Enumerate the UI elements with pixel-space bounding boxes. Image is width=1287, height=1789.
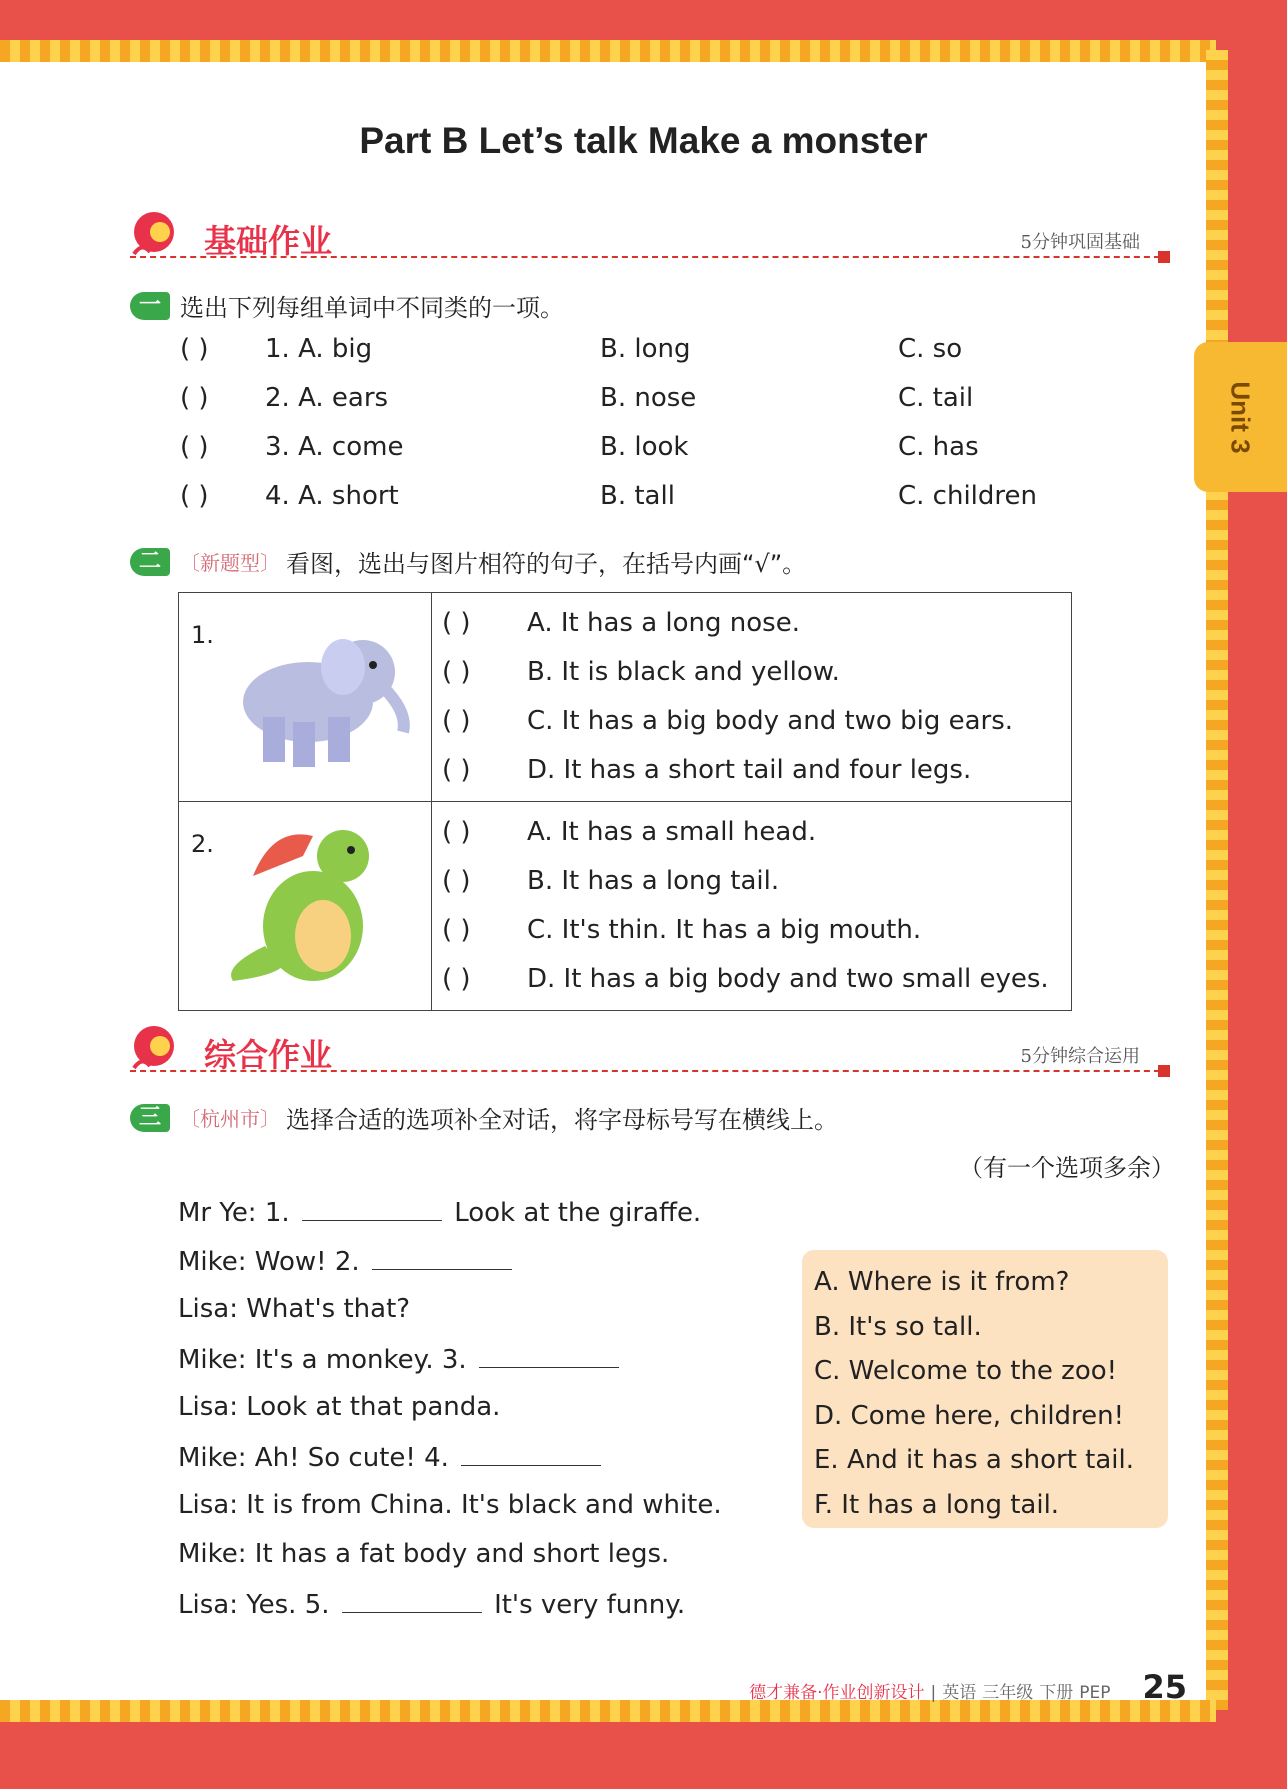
dialogue-text: Look at the giraffe. xyxy=(454,1198,702,1228)
section-note: 5分钟巩固基础 xyxy=(1020,232,1140,253)
dialogue-text: Lisa: What's that? xyxy=(178,1294,411,1324)
answer-blank[interactable] xyxy=(302,1196,442,1221)
answer-paren[interactable]: ( ) xyxy=(442,657,471,687)
dialogue-text: Mike: Wow! 2. xyxy=(178,1247,360,1277)
q1-item xyxy=(180,432,979,462)
footer-grade: 三年级 xyxy=(982,1683,1034,1703)
statement-option xyxy=(442,697,1061,746)
dialogue-line xyxy=(178,1343,623,1375)
answer-paren[interactable]: ( ) xyxy=(442,706,471,736)
options-cell xyxy=(432,802,1072,1011)
dialogue-text: Mike: It's a monkey. 3. xyxy=(178,1345,467,1375)
dialogue-line xyxy=(178,1196,701,1228)
footer-subject: 英语 xyxy=(942,1683,977,1703)
section-divider xyxy=(130,1070,1170,1072)
question-number: 三 xyxy=(130,1104,170,1132)
answer-blank[interactable] xyxy=(342,1588,482,1613)
question-instruction: 选出下列每组单词中不同类的一项。 xyxy=(180,294,564,322)
q1-item xyxy=(180,383,974,413)
footer-term: 下册 xyxy=(1039,1683,1074,1703)
answer-paren[interactable]: ( ) xyxy=(442,964,471,994)
option-a: 3. A. come xyxy=(265,432,404,462)
option-c: C. so xyxy=(898,334,963,364)
option-b: B. nose xyxy=(600,383,697,413)
question-number: 二 xyxy=(130,548,170,576)
section-header-basic xyxy=(130,208,1170,268)
option-text: D. It has a short tail and four legs. xyxy=(527,755,972,785)
dialogue-line xyxy=(178,1294,410,1324)
choice-option: E. And it has a short tail. xyxy=(814,1445,1135,1475)
page-number: 25 xyxy=(1142,1668,1187,1706)
option-b: B. tall xyxy=(600,481,675,511)
lantern-icon xyxy=(130,1022,182,1074)
question-instruction: 选择合适的选项补全对话，将字母标号写在横线上。 xyxy=(286,1106,838,1134)
answer-paren[interactable]: ( ) xyxy=(180,334,209,364)
dialogue-text: It's very funny. xyxy=(494,1590,686,1620)
dialogue-line xyxy=(178,1588,685,1620)
picture-table xyxy=(178,592,1072,1011)
section-title: 综合作业 xyxy=(204,1036,333,1074)
unit-tab[interactable] xyxy=(1194,342,1287,492)
question-tag: 〔新题型〕 xyxy=(180,551,280,575)
answer-blank[interactable] xyxy=(372,1245,512,1270)
choice-option: C. Welcome to the zoo! xyxy=(814,1356,1118,1386)
question-1-header xyxy=(130,288,564,323)
picture-cell xyxy=(179,593,432,802)
statement-option xyxy=(442,955,1061,1004)
option-c: C. children xyxy=(898,481,1038,511)
option-a: 2. A. ears xyxy=(265,383,389,413)
option-b: B. look xyxy=(600,432,689,462)
option-text: C. It's thin. It has a big mouth. xyxy=(527,915,922,945)
dialogue-text: Mike: It has a fat body and short legs. xyxy=(178,1539,670,1569)
choice-option: F. It has a long tail. xyxy=(814,1489,1060,1520)
answer-paren[interactable]: ( ) xyxy=(442,866,471,896)
dialogue-line xyxy=(178,1490,722,1520)
wavy-border-right xyxy=(1206,50,1228,1710)
answer-paren[interactable]: ( ) xyxy=(180,383,209,413)
option-text: A. It has a long nose. xyxy=(527,608,800,638)
answer-paren[interactable]: ( ) xyxy=(180,481,209,511)
statement-option xyxy=(442,746,1061,795)
answer-paren[interactable]: ( ) xyxy=(442,915,471,945)
option-c: C. tail xyxy=(898,383,974,413)
section-divider-end xyxy=(1158,251,1170,263)
dialogue-text: Mr Ye: 1. xyxy=(178,1198,290,1228)
section-note: 5分钟综合运用 xyxy=(1020,1046,1140,1067)
choice-option: A. Where is it from? xyxy=(814,1267,1070,1297)
dialogue-line xyxy=(178,1539,669,1569)
option-text: B. It has a long tail. xyxy=(527,866,780,896)
question-tag: 〔杭州市〕 xyxy=(180,1107,280,1131)
dinosaur-icon xyxy=(213,816,413,986)
statement-option xyxy=(442,599,1061,648)
answer-blank[interactable] xyxy=(479,1343,619,1368)
dialogue-line xyxy=(178,1441,605,1473)
section-divider-end xyxy=(1158,1065,1170,1077)
elephant-icon xyxy=(213,617,413,777)
answer-paren[interactable]: ( ) xyxy=(442,817,471,847)
page-footer: 德才兼备·作业创新设计 | 英语 三年级 下册 PEP 25 xyxy=(749,1668,1187,1706)
lantern-icon xyxy=(130,208,182,260)
answer-paren[interactable]: ( ) xyxy=(442,755,471,785)
dialogue-text: Lisa: It is from China. It's black and white. xyxy=(178,1490,722,1520)
statement-option xyxy=(442,648,1061,697)
question-number: 一 xyxy=(130,292,170,320)
option-b: B. long xyxy=(600,334,691,364)
dialogue-text: Lisa: Yes. 5. xyxy=(178,1590,330,1620)
dialogue-text: Mike: Ah! So cute! 4. xyxy=(178,1443,449,1473)
section-header-comprehensive xyxy=(130,1022,1170,1082)
page-title: Part B Let’s talk Make a monster xyxy=(359,120,928,161)
q1-item xyxy=(180,481,1038,511)
section-divider xyxy=(130,256,1170,258)
option-text: C. It has a big body and two big ears. xyxy=(527,706,1014,736)
option-text: A. It has a small head. xyxy=(527,817,817,847)
answer-paren[interactable]: ( ) xyxy=(442,608,471,638)
option-text: B. It is black and yellow. xyxy=(527,657,840,687)
answer-paren[interactable]: ( ) xyxy=(180,432,209,462)
answer-blank[interactable] xyxy=(461,1441,601,1466)
wavy-border-top xyxy=(0,40,1216,62)
options-cell xyxy=(432,593,1072,802)
footer-brand: 德才兼备·作业创新设计 xyxy=(749,1683,925,1703)
choice-option: D. Come here, children! xyxy=(814,1400,1125,1431)
question-2-header xyxy=(130,544,806,579)
q1-item xyxy=(180,334,963,364)
statement-option xyxy=(442,857,1061,906)
option-a: 4. A. short xyxy=(265,481,399,511)
question-instruction: 看图，选出与图片相符的句子，在括号内画“√”。 xyxy=(286,550,807,578)
dialogue-line xyxy=(178,1392,500,1422)
question-3-header xyxy=(130,1100,838,1135)
group-number: 2. xyxy=(191,830,214,858)
statement-option xyxy=(442,808,1061,857)
option-text: D. It has a big body and two small eyes. xyxy=(527,964,1049,994)
unit-tab-label: Unit 3 xyxy=(1225,380,1256,454)
statement-option xyxy=(442,906,1061,955)
footer-edition: PEP xyxy=(1079,1683,1111,1703)
choice-option: B. It's so tall. xyxy=(814,1311,982,1342)
picture-cell xyxy=(179,802,432,1011)
section-title: 基础作业 xyxy=(204,222,333,260)
dialogue-line xyxy=(178,1245,516,1277)
dialogue-text: Lisa: Look at that panda. xyxy=(178,1392,501,1422)
group-number: 1. xyxy=(191,621,214,649)
option-a: 1. A. big xyxy=(265,334,373,364)
option-c: C. has xyxy=(898,432,979,462)
question-note: （有一个选项多余） xyxy=(959,1154,1175,1182)
options-box xyxy=(802,1250,1168,1528)
